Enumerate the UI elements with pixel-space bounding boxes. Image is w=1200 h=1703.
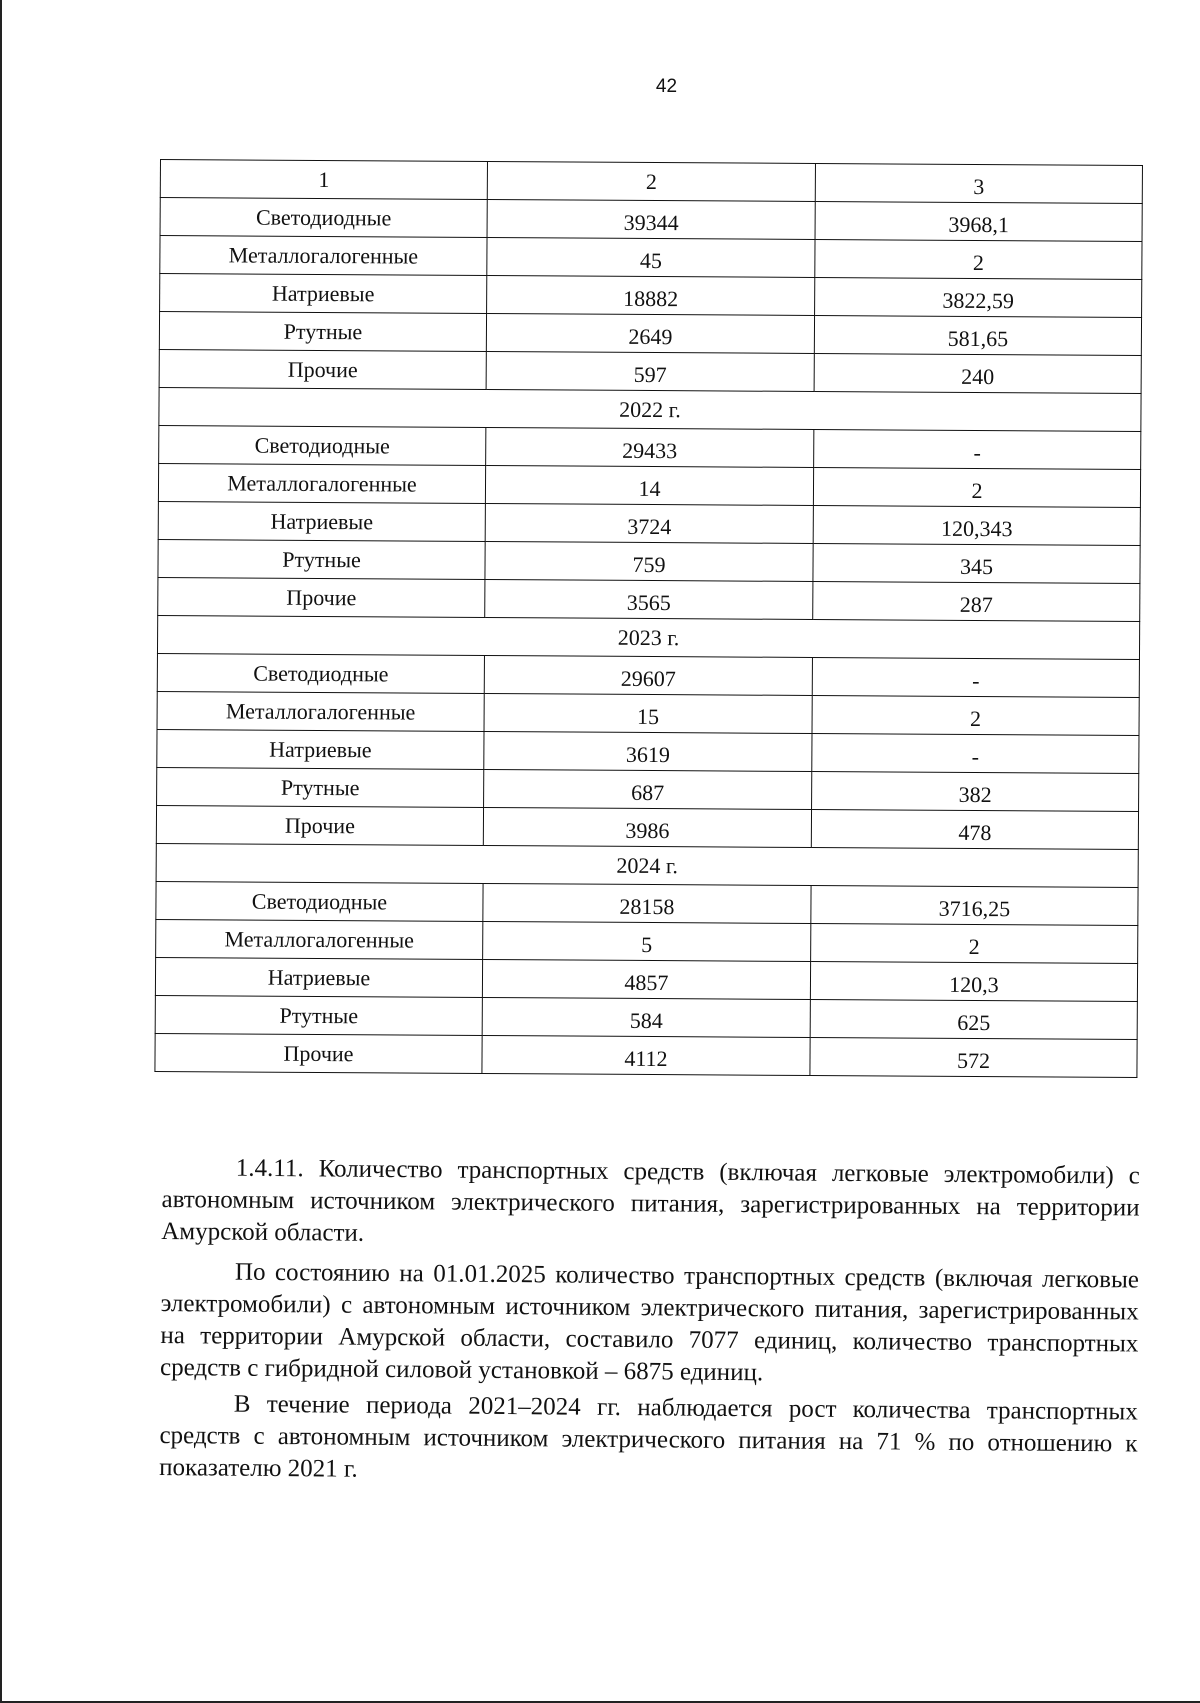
quantity-cell: 45: [487, 237, 815, 277]
value-cell: 2: [813, 467, 1140, 507]
quantity-cell: 18882: [487, 275, 815, 315]
table-row: [158, 577, 1140, 621]
year-label: 2022 г.: [159, 387, 1141, 431]
table-row: [160, 236, 1142, 280]
quantity-cell: 597: [486, 351, 814, 391]
quantity-cell: 3619: [484, 731, 812, 771]
value-cell: 478: [811, 809, 1138, 849]
table-row: [158, 501, 1140, 545]
lamp-type-cell: Натриевые: [157, 729, 484, 769]
header-cell-2: 2: [487, 162, 815, 202]
value-cell: 287: [813, 581, 1140, 621]
table-row: [156, 805, 1138, 849]
quantity-cell: 3724: [485, 503, 813, 543]
table-row: [159, 425, 1141, 469]
lamp-type-cell: Натриевые: [155, 957, 482, 997]
value-cell: -: [812, 733, 1139, 773]
value-cell: 581,65: [814, 316, 1141, 356]
value-cell: 2: [815, 240, 1142, 280]
table-row: [157, 691, 1139, 735]
quantity-cell: 15: [484, 693, 812, 733]
quantity-cell: 759: [485, 541, 813, 581]
lamp-type-cell: Натриевые: [160, 274, 487, 314]
table-row: [159, 349, 1141, 393]
quantity-cell: 29607: [484, 655, 812, 695]
lamp-type-cell: Ртутные: [158, 539, 485, 579]
quantity-cell: 29433: [486, 427, 814, 467]
year-row: [159, 387, 1141, 431]
lamp-type-cell: Натриевые: [158, 501, 485, 541]
quantity-cell: 687: [484, 769, 812, 809]
lamps-table-container: [154, 159, 1143, 1078]
header-cell-1: 1: [160, 160, 487, 200]
lamp-type-cell: Светодиодные: [160, 198, 487, 238]
table-row: [158, 463, 1140, 507]
lamp-type-cell: Металлогалогенные: [157, 691, 484, 731]
lamp-type-cell: Прочие: [155, 1033, 482, 1073]
lamp-type-cell: Металлогалогенные: [156, 919, 483, 959]
table-row: [155, 1033, 1137, 1077]
lamp-type-cell: Металлогалогенные: [160, 236, 487, 276]
header-cell-3: 3: [815, 164, 1142, 204]
table-row: [157, 729, 1139, 773]
value-cell: 3822,59: [815, 278, 1142, 318]
table-row: [155, 995, 1137, 1039]
value-cell: 625: [810, 999, 1137, 1039]
lamps-table: [154, 159, 1143, 1078]
year-row: [156, 843, 1138, 887]
lamp-type-cell: Светодиодные: [157, 653, 484, 693]
lamp-type-cell: Прочие: [158, 577, 485, 617]
quantity-cell: 28158: [483, 883, 811, 923]
body-text: [159, 1152, 1140, 1497]
table-header-row: [160, 160, 1142, 204]
value-cell: 3716,25: [811, 885, 1138, 925]
lamp-type-cell: Светодиодные: [156, 881, 483, 921]
value-cell: 2: [812, 695, 1139, 735]
quantity-cell: 3565: [485, 579, 813, 619]
table-row: [155, 957, 1137, 1001]
quantity-cell: 584: [482, 997, 810, 1037]
value-cell: 3968,1: [815, 202, 1142, 242]
quantity-cell: 2649: [486, 313, 814, 353]
table-row: [160, 198, 1142, 242]
table-row: [158, 539, 1140, 583]
lamp-type-cell: Ртутные: [155, 995, 482, 1035]
page-number: 42: [655, 76, 678, 97]
section-heading-paragraph: 1.4.11. Количество транспортных средств (включая легковые электромобили) с автономным источником электрического питания, зарегистрированных на территории Амурской области.: [161, 1154, 1140, 1247]
table-row: [159, 312, 1141, 356]
lamp-type-cell: Ртутные: [157, 767, 484, 807]
table-row: [156, 881, 1138, 925]
growth-paragraph: В течение периода 2021–2024 гг. наблюдается рост количества транспортных средств с автономным источником электрического питания на 71 % по отношению к показателю 2021 г.: [159, 1390, 1138, 1483]
quantity-cell: 39344: [487, 199, 815, 239]
value-cell: 120,3: [810, 961, 1137, 1001]
value-cell: 572: [810, 1037, 1137, 1077]
value-cell: 2: [811, 923, 1138, 963]
table-row: [157, 767, 1139, 811]
quantity-cell: 14: [485, 465, 813, 505]
table-row: [157, 653, 1139, 697]
value-cell: -: [814, 429, 1141, 469]
value-cell: 240: [814, 354, 1141, 394]
value-cell: -: [812, 657, 1139, 697]
lamp-type-cell: Ртутные: [159, 312, 486, 352]
lamp-type-cell: Металлогалогенные: [158, 463, 485, 503]
value-cell: 345: [813, 543, 1140, 583]
table-row: [160, 274, 1142, 318]
lamp-type-cell: Светодиодные: [159, 425, 486, 465]
quantity-cell: 4857: [482, 959, 810, 999]
lamp-type-cell: Прочие: [159, 349, 486, 389]
table-row: [156, 919, 1138, 963]
ev-count-paragraph: По состоянию на 01.01.2025 количество транспортных средств (включая легковые электромобили) с автономным источником электрического питания, зарегистрированных на территории Амурской области, составило 7077 единиц, количество транспортных средств с гибридной силовой установкой – 6875 единиц.: [160, 1258, 1140, 1387]
year-label: 2023 г.: [157, 615, 1139, 659]
quantity-cell: 3986: [483, 807, 811, 847]
year-label: 2024 г.: [156, 843, 1138, 887]
value-cell: 382: [812, 771, 1139, 811]
quantity-cell: 5: [483, 921, 811, 961]
lamp-type-cell: Прочие: [156, 805, 483, 845]
value-cell: 120,343: [813, 505, 1140, 545]
year-row: [157, 615, 1139, 659]
quantity-cell: 4112: [482, 1035, 810, 1075]
